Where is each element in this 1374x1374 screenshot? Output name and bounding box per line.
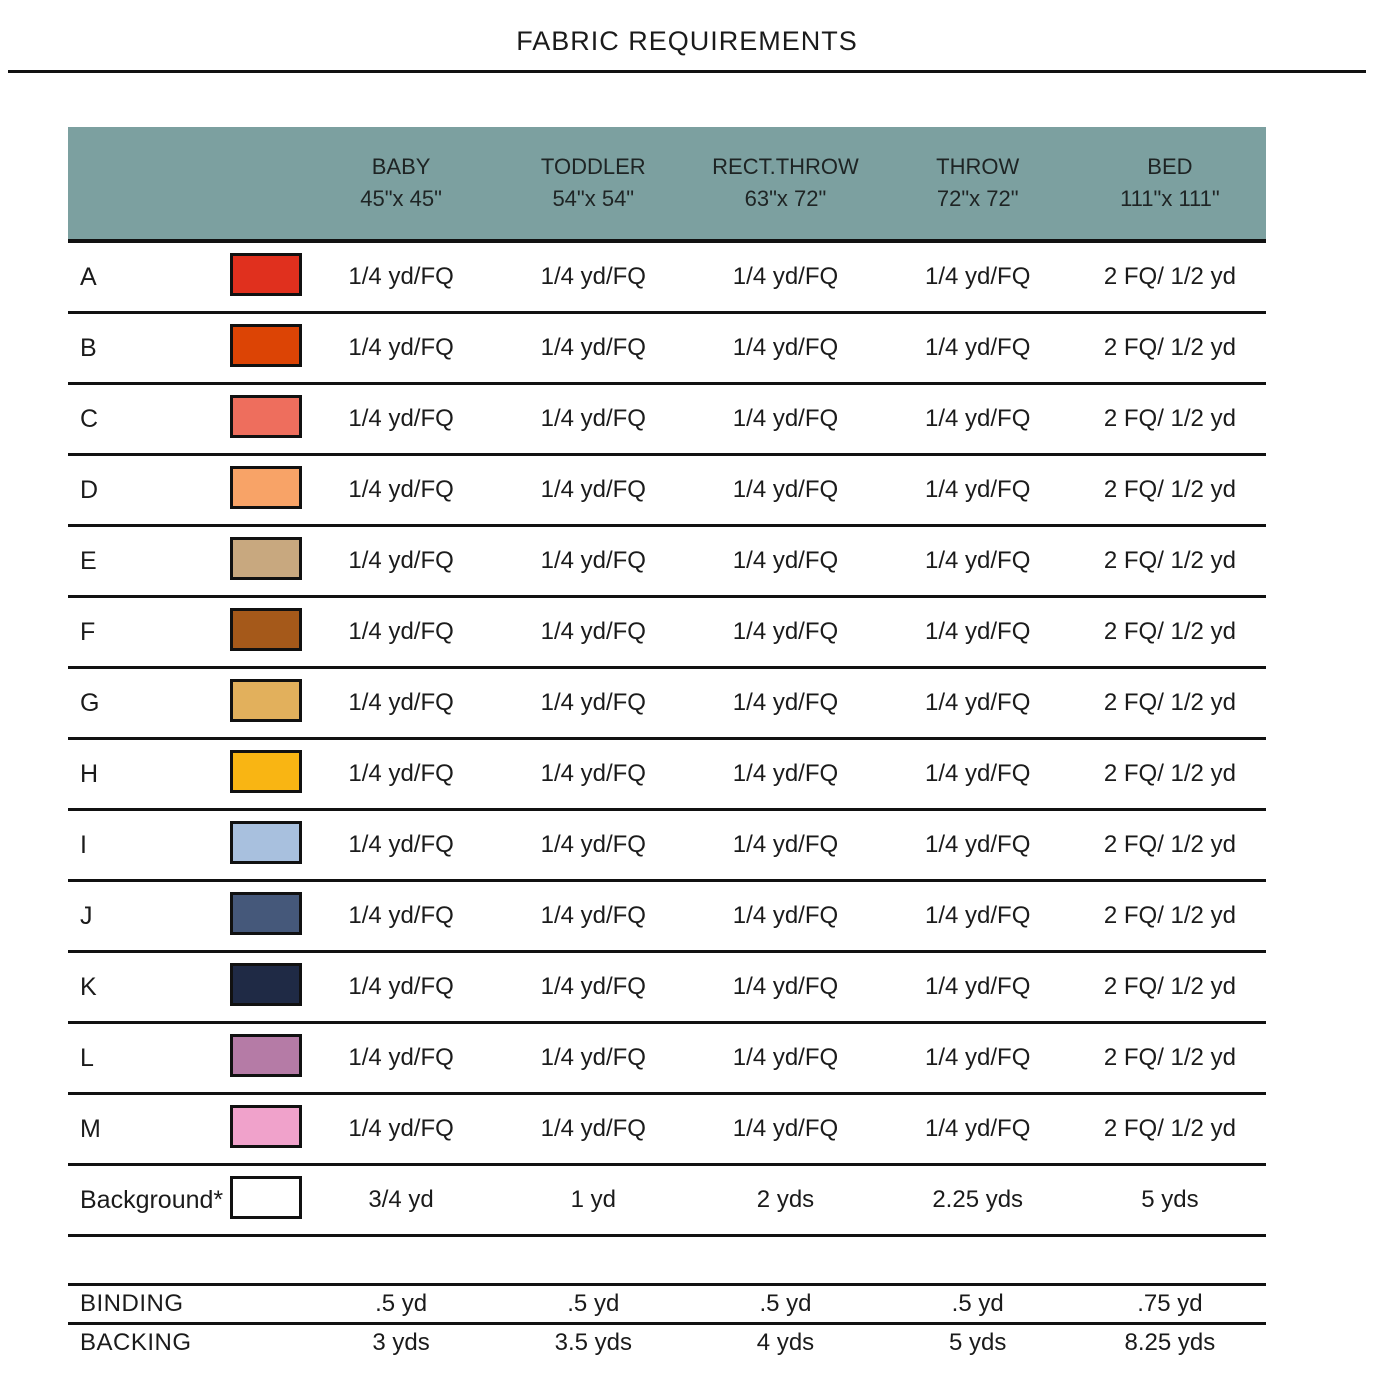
- yardage-value: 2 FQ/ 1/2 yd: [1103, 263, 1236, 290]
- yardage-value: 1/4 yd/FQ: [732, 263, 839, 290]
- yardage-value: 2 FQ/ 1/2 yd: [1103, 618, 1236, 645]
- yardage-value: 1/4 yd/FQ: [348, 476, 454, 503]
- yardage-value: 1/4 yd/FQ: [732, 689, 839, 716]
- table-row: [68, 314, 1266, 385]
- col-size: 63"x 72": [744, 186, 827, 211]
- yardage-value: 1/4 yd/FQ: [925, 334, 1031, 361]
- title-divider: [8, 70, 1366, 73]
- yardage-value: 2 yds: [756, 1186, 815, 1213]
- col-name: BABY: [371, 154, 431, 180]
- yardage-value: 1/4 yd/FQ: [540, 405, 646, 432]
- yardage-value: 1/4 yd/FQ: [925, 831, 1031, 858]
- yardage-value: 1/4 yd/FQ: [348, 831, 454, 858]
- col-name: THROW: [936, 154, 1020, 180]
- yardage-value: 1/4 yd/FQ: [925, 618, 1031, 645]
- yardage-value: 1/4 yd/FQ: [540, 760, 646, 787]
- yardage-value: 1/4 yd/FQ: [732, 1044, 839, 1071]
- yardage-value: 1/4 yd/FQ: [732, 618, 839, 645]
- binding-value-rect-throw: .5 yd: [759, 1290, 812, 1317]
- yardage-value: 1/4 yd/FQ: [348, 1044, 454, 1071]
- fabric-label: B: [80, 333, 97, 362]
- yardage-value: 1/4 yd/FQ: [348, 547, 454, 574]
- yardage-value: 2 FQ/ 1/2 yd: [1103, 689, 1236, 716]
- yardage-value: 1/4 yd/FQ: [540, 902, 646, 929]
- page-title: FABRIC REQUIREMENTS: [516, 26, 858, 56]
- col-size: 72"x 72": [936, 186, 1019, 211]
- yardage-value: 1/4 yd/FQ: [732, 476, 839, 503]
- header-col-throw: [882, 151, 1074, 215]
- yardage-value: 1/4 yd/FQ: [925, 902, 1031, 929]
- table-row: [68, 527, 1266, 598]
- col-name: RECT.THROW: [712, 154, 859, 180]
- yardage-value: 2 FQ/ 1/2 yd: [1103, 1044, 1236, 1071]
- fabric-color-swatch: [230, 821, 302, 864]
- fabric-label: H: [80, 759, 99, 788]
- yardage-value: 1/4 yd/FQ: [348, 760, 454, 787]
- binding-label: BINDING: [80, 1290, 184, 1317]
- table-row: [68, 953, 1266, 1024]
- yardage-value: 1/4 yd/FQ: [925, 760, 1031, 787]
- yardage-value: 1/4 yd/FQ: [348, 618, 454, 645]
- col-name: TODDLER: [540, 154, 646, 180]
- table-row-backing: [68, 1325, 1266, 1361]
- fabric-label: G: [80, 688, 100, 717]
- table-row: [68, 243, 1266, 314]
- yardage-value: 1/4 yd/FQ: [540, 334, 646, 361]
- fabric-color-swatch: [230, 963, 302, 1006]
- fabric-color-swatch: [230, 750, 302, 793]
- backing-label: BACKING: [80, 1329, 192, 1356]
- yardage-value: 1/4 yd/FQ: [348, 689, 454, 716]
- fabric-color-swatch: [230, 892, 302, 935]
- table-body: [68, 243, 1266, 1237]
- yardage-value: 2 FQ/ 1/2 yd: [1103, 405, 1236, 432]
- fabric-color-swatch: [230, 466, 302, 509]
- table-row: [68, 669, 1266, 740]
- fabric-label: Background*: [80, 1185, 224, 1214]
- yardage-value: 2 FQ/ 1/2 yd: [1103, 334, 1236, 361]
- yardage-value: 2 FQ/ 1/2 yd: [1103, 902, 1236, 929]
- yardage-value: 2 FQ/ 1/2 yd: [1103, 476, 1236, 503]
- fabric-color-swatch: [230, 324, 302, 367]
- yardage-value: 1/4 yd/FQ: [540, 973, 646, 1000]
- yardage-value: 1/4 yd/FQ: [732, 405, 839, 432]
- fabric-swatch-cell: [230, 1176, 305, 1224]
- yardage-value: 1/4 yd/FQ: [732, 902, 839, 929]
- yardage-value: 1/4 yd/FQ: [540, 476, 646, 503]
- header-col-toddler: [497, 151, 689, 215]
- backing-value-bed: 8.25 yds: [1124, 1329, 1216, 1356]
- yardage-value: 1/4 yd/FQ: [348, 1115, 454, 1142]
- yardage-value: 1/4 yd/FQ: [732, 334, 839, 361]
- fabric-label: F: [80, 617, 96, 646]
- yardage-value: 1/4 yd/FQ: [540, 547, 646, 574]
- col-size: 111"x 111": [1120, 186, 1220, 211]
- table-row: [68, 1095, 1266, 1166]
- table-header: [68, 127, 1266, 243]
- table-row: [68, 456, 1266, 527]
- yardage-value: 1/4 yd/FQ: [348, 334, 454, 361]
- table-row: [68, 882, 1266, 953]
- fabric-color-swatch: [230, 608, 302, 651]
- yardage-value: 1/4 yd/FQ: [540, 689, 646, 716]
- table-row: [68, 385, 1266, 456]
- yardage-value: 2.25 yds: [932, 1186, 1024, 1213]
- fabric-swatch-cell: [230, 466, 305, 514]
- yardage-value: 1/4 yd/FQ: [540, 1115, 646, 1142]
- header-col-baby: [305, 151, 497, 215]
- col-size: 45"x 45": [360, 186, 442, 211]
- fabric-color-swatch: [230, 395, 302, 438]
- table-row: [68, 1024, 1266, 1095]
- yardage-value: 1/4 yd/FQ: [540, 1044, 646, 1071]
- fabric-color-swatch: [230, 679, 302, 722]
- fabric-color-swatch: [230, 1176, 302, 1219]
- yardage-value: 2 FQ/ 1/2 yd: [1103, 1115, 1236, 1142]
- yardage-value: 3/4 yd: [368, 1186, 434, 1213]
- yardage-value: 1/4 yd/FQ: [348, 902, 454, 929]
- fabric-swatch-cell: [230, 963, 305, 1011]
- yardage-value: 1/4 yd/FQ: [925, 263, 1031, 290]
- yardage-value: 1/4 yd/FQ: [540, 618, 646, 645]
- yardage-value: 1/4 yd/FQ: [348, 973, 454, 1000]
- table-row: [68, 1166, 1266, 1237]
- yardage-value: 2 FQ/ 1/2 yd: [1103, 973, 1236, 1000]
- binding-value-bed: .75 yd: [1137, 1290, 1203, 1317]
- yardage-value: 5 yds: [1141, 1186, 1199, 1213]
- fabric-label: D: [80, 475, 99, 504]
- yardage-value: 1/4 yd/FQ: [925, 476, 1031, 503]
- yardage-value: 1/4 yd/FQ: [925, 405, 1031, 432]
- yardage-value: 1/4 yd/FQ: [732, 973, 839, 1000]
- yardage-value: 1/4 yd/FQ: [348, 405, 454, 432]
- yardage-value: 1/4 yd/FQ: [925, 1115, 1031, 1142]
- yardage-value: 1/4 yd/FQ: [540, 263, 646, 290]
- fabric-swatch-cell: [230, 324, 305, 372]
- yardage-value: 2 FQ/ 1/2 yd: [1103, 760, 1236, 787]
- fabric-swatch-cell: [230, 1034, 305, 1082]
- fabric-swatch-cell: [230, 395, 305, 443]
- fabric-label: K: [80, 972, 97, 1001]
- yardage-value: 1/4 yd/FQ: [732, 547, 839, 574]
- fabric-swatch-cell: [230, 1105, 305, 1153]
- fabric-swatch-cell: [230, 750, 305, 798]
- fabric-color-swatch: [230, 1034, 302, 1077]
- yardage-value: 1/4 yd/FQ: [540, 831, 646, 858]
- yardage-value: 1/4 yd/FQ: [732, 1115, 839, 1142]
- backing-value-rect-throw: 4 yds: [756, 1329, 815, 1356]
- table-row: [68, 811, 1266, 882]
- fabric-swatch-cell: [230, 679, 305, 727]
- header-col-bed: [1074, 151, 1266, 215]
- yardage-value: 2 FQ/ 1/2 yd: [1103, 831, 1236, 858]
- yardage-value: 1 yd: [570, 1186, 616, 1213]
- fabric-swatch-cell: [230, 821, 305, 869]
- table-row-binding: [68, 1286, 1266, 1325]
- fabric-label: C: [80, 404, 99, 433]
- binding-backing-table: [68, 1283, 1266, 1361]
- yardage-value: 1/4 yd/FQ: [925, 973, 1031, 1000]
- fabric-label: M: [80, 1114, 101, 1143]
- binding-value-baby: .5 yd: [375, 1290, 428, 1317]
- yardage-value: 1/4 yd/FQ: [348, 263, 454, 290]
- yardage-value: 1/4 yd/FQ: [925, 689, 1031, 716]
- col-name: BED: [1147, 154, 1193, 180]
- header-col-rect-throw: [689, 151, 881, 215]
- fabric-swatch-cell: [230, 892, 305, 940]
- fabric-label: J: [80, 901, 93, 930]
- fabric-label: L: [80, 1043, 94, 1072]
- table-row: [68, 740, 1266, 811]
- backing-value-throw: 5 yds: [949, 1329, 1007, 1356]
- yardage-value: 1/4 yd/FQ: [925, 547, 1031, 574]
- fabric-label: I: [80, 830, 87, 859]
- fabric-label: A: [80, 262, 97, 291]
- fabric-label: E: [80, 546, 97, 575]
- table-row: [68, 598, 1266, 669]
- backing-value-baby: 3 yds: [372, 1329, 430, 1356]
- fabric-color-swatch: [230, 1105, 302, 1148]
- binding-value-toddler: .5 yd: [567, 1290, 620, 1317]
- fabric-swatch-cell: [230, 608, 305, 656]
- backing-value-toddler: 3.5 yds: [554, 1329, 632, 1356]
- yardage-value: 1/4 yd/FQ: [925, 1044, 1031, 1071]
- yardage-value: 2 FQ/ 1/2 yd: [1103, 547, 1236, 574]
- col-size: 54"x 54": [552, 186, 635, 211]
- binding-value-throw: .5 yd: [951, 1290, 1004, 1317]
- yardage-value: 1/4 yd/FQ: [732, 760, 839, 787]
- yardage-value: 1/4 yd/FQ: [732, 831, 839, 858]
- fabric-table: [68, 127, 1266, 1237]
- fabric-swatch-cell: [230, 253, 305, 301]
- fabric-color-swatch: [230, 253, 302, 296]
- fabric-color-swatch: [230, 537, 302, 580]
- fabric-swatch-cell: [230, 537, 305, 585]
